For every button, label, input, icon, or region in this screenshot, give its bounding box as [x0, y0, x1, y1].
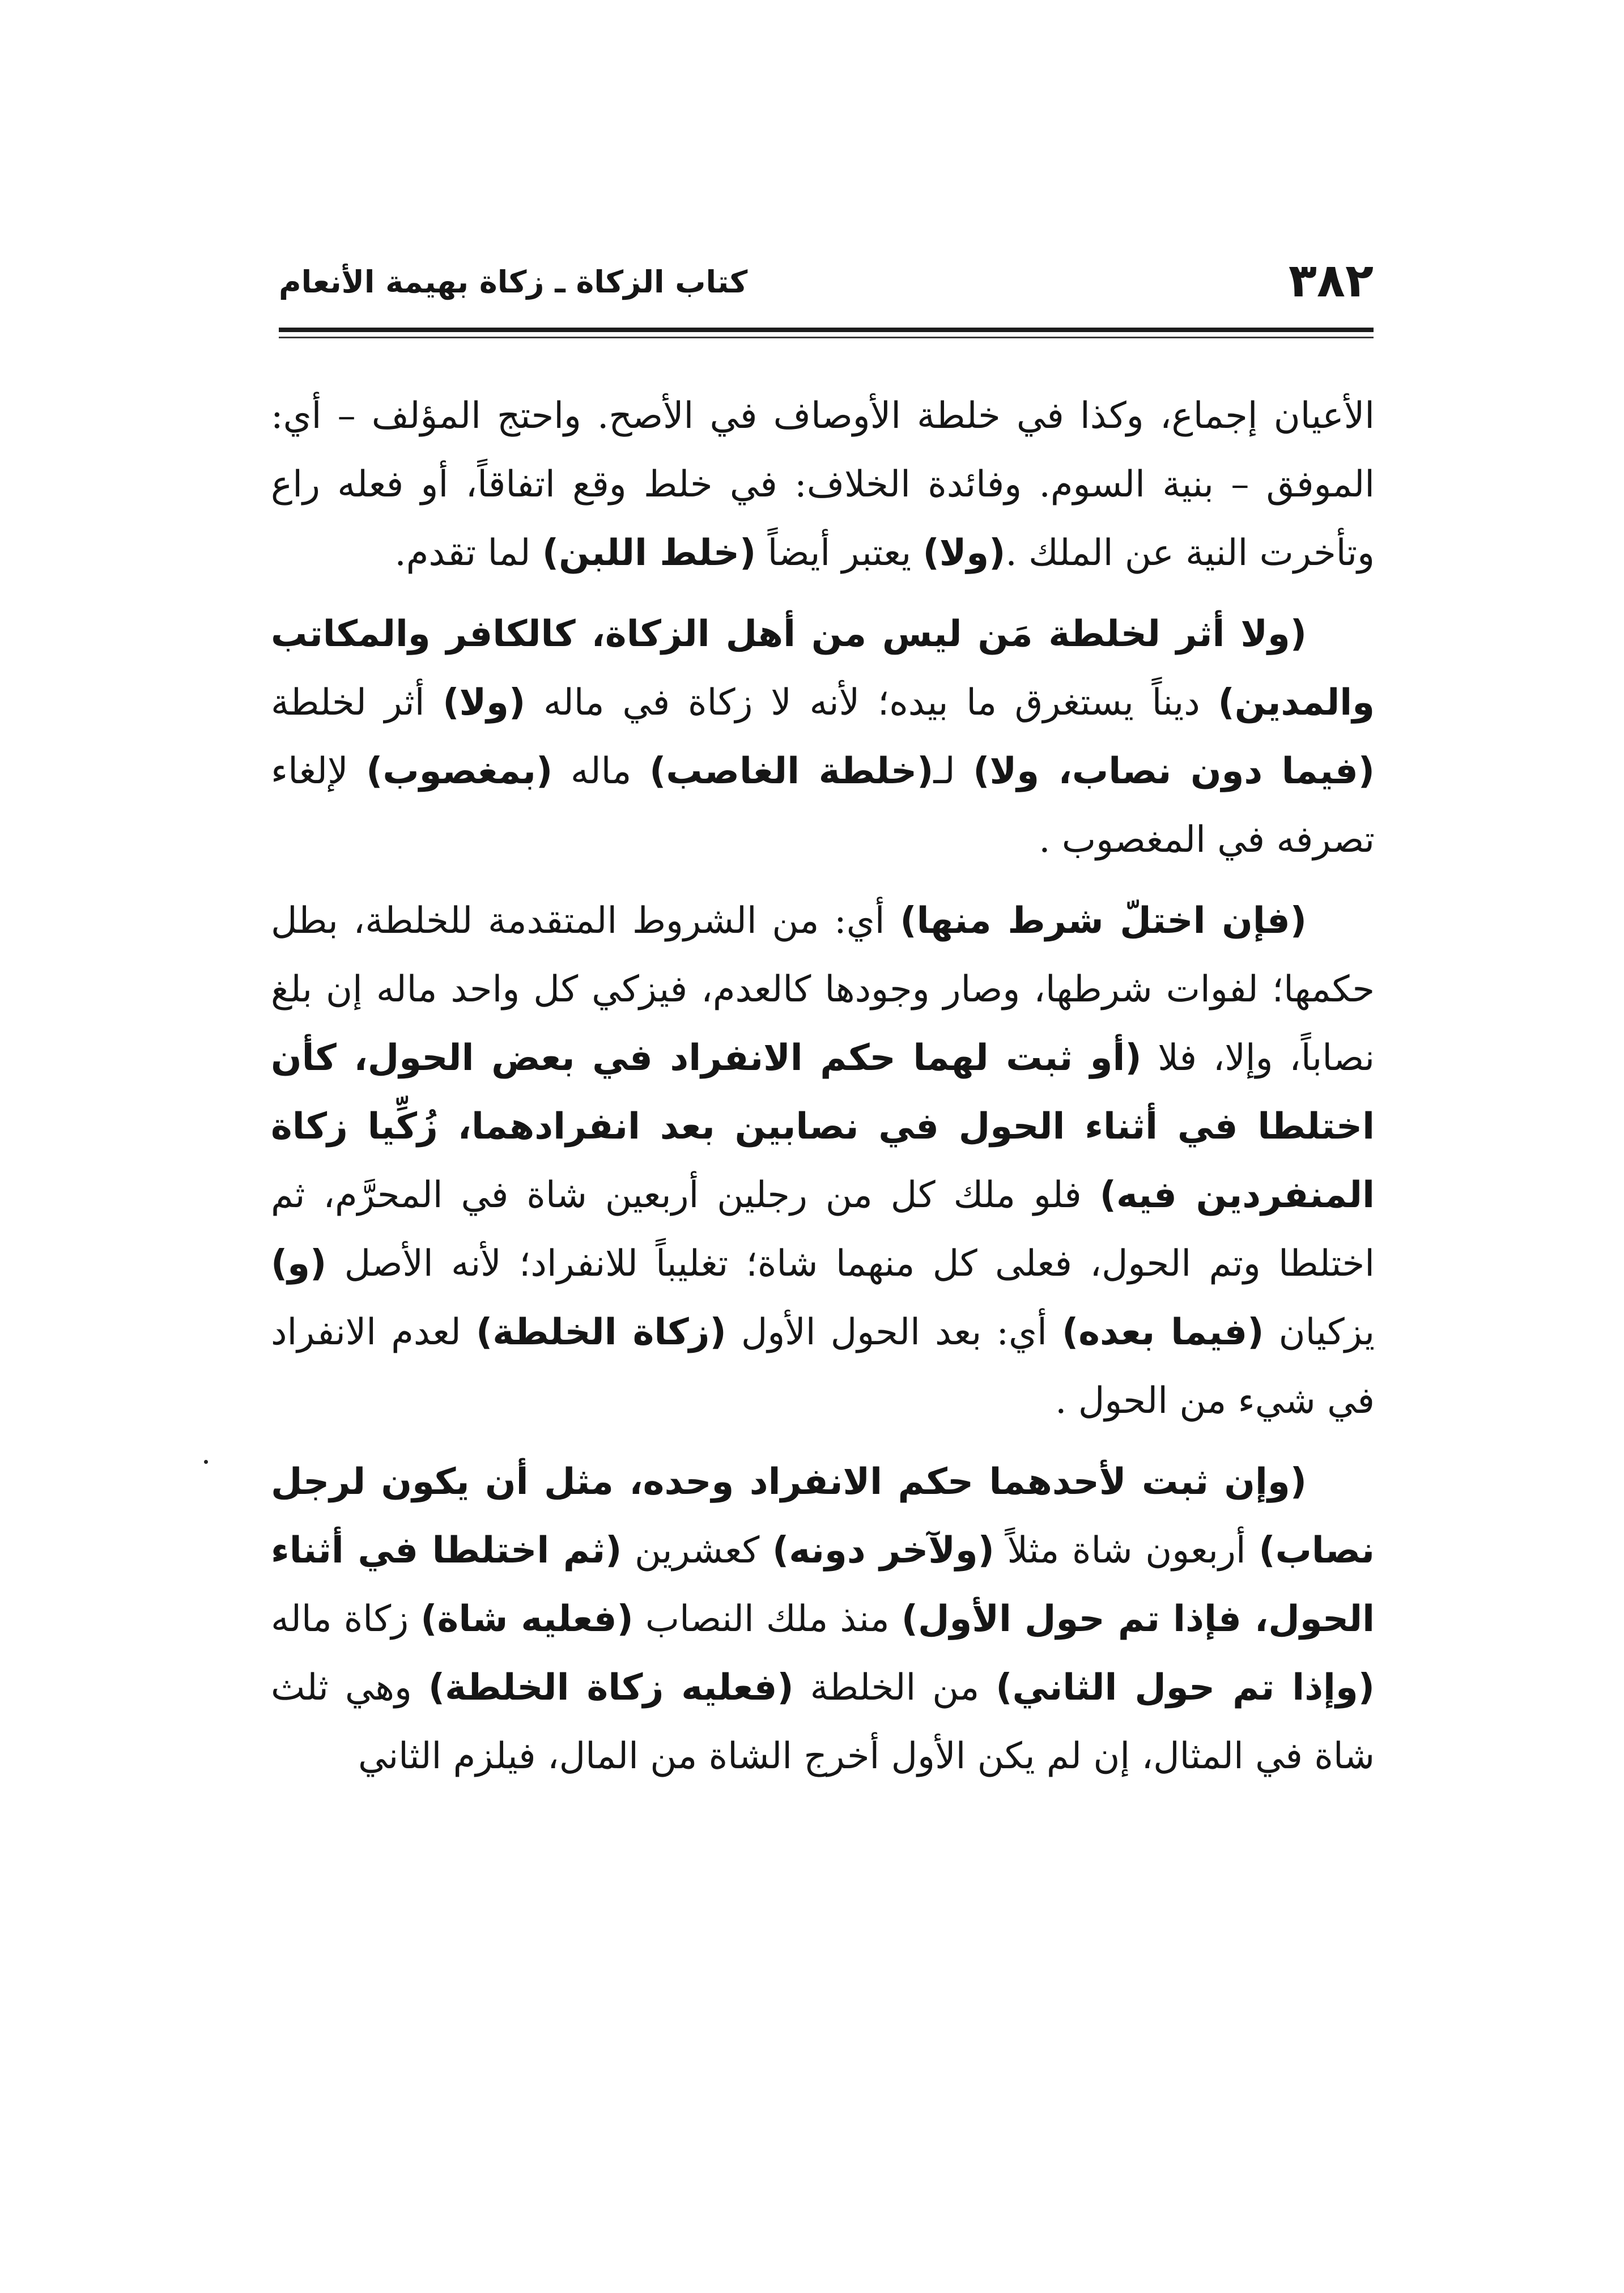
text-run: زكاة ماله: [271, 1598, 421, 1640]
text-run: يزكيان: [1264, 1311, 1375, 1353]
header-rule-thick: [279, 328, 1374, 332]
text-run: أربعون شاة مثلاً: [994, 1530, 1259, 1572]
text-run: ماله: [552, 750, 650, 792]
scan-speck: [204, 1460, 208, 1464]
page-number: ٣٨٢: [1288, 254, 1374, 308]
bold-phrase: (فيما بعده): [1062, 1311, 1264, 1353]
text-run: لعدم الانفراد في شيء من الحول .: [271, 1311, 1375, 1422]
bold-phrase: (بمغصوب): [366, 750, 553, 792]
bold-phrase: (خلط اللبن): [542, 532, 756, 574]
bold-phrase: (فعليه شاة): [420, 1598, 634, 1640]
bold-phrase: (أو ثبت لهما حكم الانفراد في بعض الحول، كأن اختلطا في أثناء الحول في نصابين بعد انفرادهما، زُكِّيا زكاة المنفردين فيه): [271, 1037, 1375, 1216]
text-run: أثر لخلطة: [271, 682, 443, 724]
text-run: لما تقدم.: [394, 532, 542, 574]
bold-phrase: (ولآخر دونه): [772, 1530, 994, 1572]
bold-phrase: (وإذا تم حول الثاني): [996, 1667, 1375, 1709]
bold-phrase: (ولا): [922, 532, 1006, 574]
text-run: ديناً يستغرق ما بيده؛ لأنه لا زكاة في ماله: [525, 682, 1218, 724]
bold-phrase: (فيما دون نصاب، ولا): [973, 750, 1375, 792]
text-run: لإلغاء تصرفه في المغصوب .: [271, 750, 1375, 861]
bold-phrase: (خلطة الغاصب): [649, 750, 934, 792]
text-run: يعتبر أيضاً: [756, 532, 923, 574]
text-run: الأعيان إجماع، وكذا في خلطة الأوصاف في الأصح. واحتج المؤلف – أي: الموفق – بنية السوم. وفائدة الخلاف: في خلط وقع اتفاقاً، أو فعله راع وتأخرت النية عن الملك .: [271, 395, 1375, 574]
text-run: وهي ثلث شاة في المثال، إن لم يكن الأول أخرج الشاة من المال، فيلزم الثاني: [271, 1667, 1375, 1777]
bold-phrase: (فإن اختلّ شرط منها): [900, 900, 1307, 942]
page-header: [279, 249, 1374, 317]
paragraph: [271, 1448, 1375, 1791]
text-run: أي: من الشروط المتقدمة للخلطة، بطل حكمها؛ لفوات شرطها، وصار وجودها كالعدم، فيزكي كل واحد ماله إن بلغ نصاباً، وإلا، فلا: [271, 900, 1375, 1079]
text-run: لـ: [933, 750, 973, 792]
bold-phrase: (ولا أثر لخلطة مَن ليس من أهل الزكاة، كالكافر والمكاتب والمدين): [271, 613, 1375, 724]
paragraph: [271, 382, 1375, 588]
bold-phrase: (زكاة الخلطة): [475, 1311, 726, 1353]
paragraph: [271, 600, 1375, 874]
text-run: منذ ملك النصاب: [633, 1598, 902, 1640]
header-rule-thin: [279, 337, 1374, 338]
bold-phrase: (ولا): [443, 682, 526, 724]
text-run: من الخلطة: [793, 1667, 996, 1709]
body-text: [271, 382, 1375, 1803]
bold-phrase: (ثم اختلطا في أثناء الحول، فإذا تم حول الأول): [271, 1530, 1375, 1640]
text-run: فلو ملك كل من رجلين أربعين شاة في المحرَّم، ثم اختلطا وتم الحول، فعلى كل منهما شاة؛ تغليباً للانفراد؛ لأنه الأصل: [271, 1174, 1375, 1285]
bold-phrase: (وإن ثبت لأحدهما حكم الانفراد وحده، مثل أن يكون لرجل نصاب): [271, 1461, 1375, 1572]
running-title: كتاب الزكاة ـ زكاة بهيمة الأنعام: [279, 264, 748, 300]
text-run: كعشرين: [622, 1530, 772, 1572]
bold-phrase: (فعليه زكاة الخلطة): [428, 1667, 794, 1709]
bold-phrase: (و): [271, 1243, 327, 1285]
paragraph: [271, 887, 1375, 1436]
text-run: أي: بعد الحول الأول: [726, 1311, 1062, 1353]
